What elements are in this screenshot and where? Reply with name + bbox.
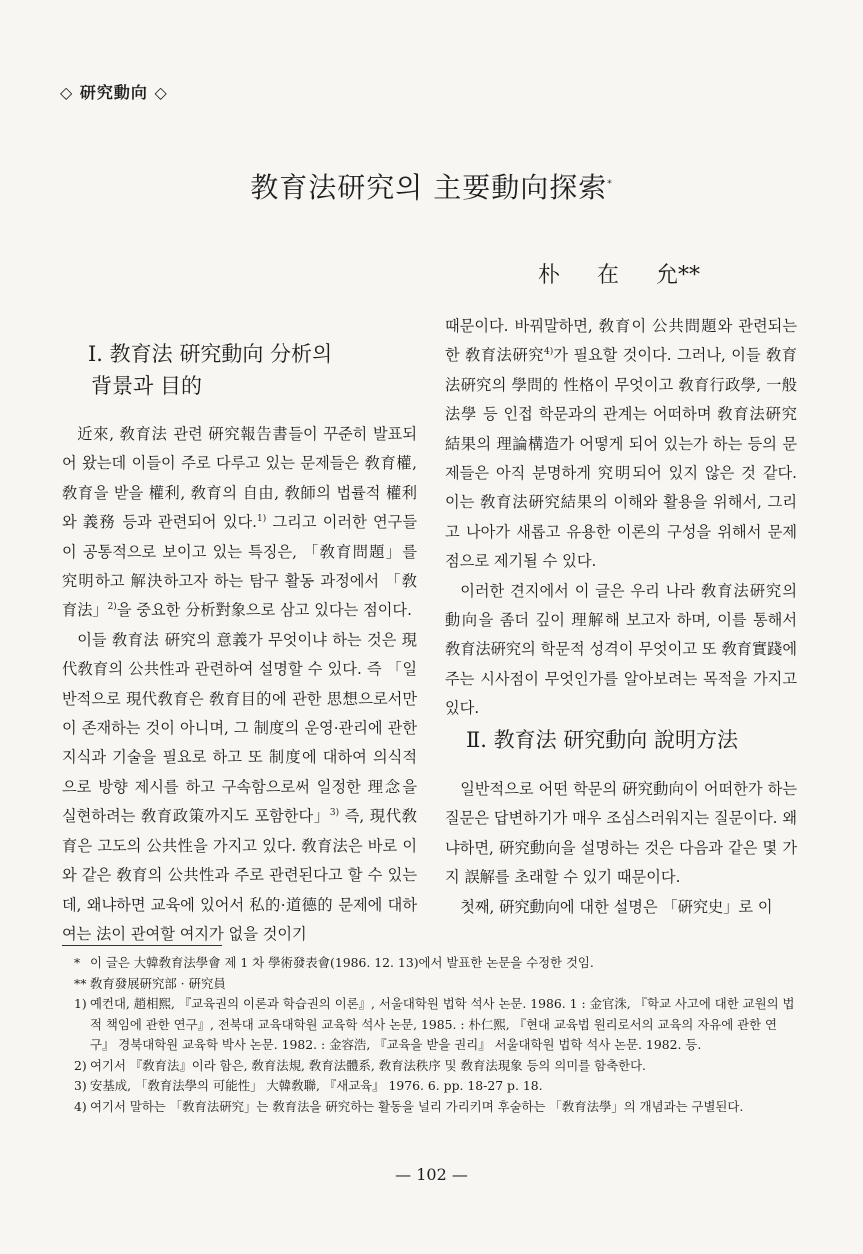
title-footnote-mark: * — [607, 179, 613, 190]
author-name: 朴 在 允** — [538, 263, 700, 288]
footnote-item: 1) 예컨대, 趙相熙, 『교육권의 이론과 학습권의 이론』, 서울대학원 법학 석사 논문. 1986. 1 : 金官洙, 『학교 사고에 대한 교원의 법적 책임에 관한 연구』, 전북대 교육대학원 교육학 석사 논문, 1985. : 朴仁熙, 『현대 교육법 원리로서의 교육의 자유에 관한 연구』 경북대학원 교육학 박사 논문. 1982. : 金容浩, 『교육을 받을 권리』 서울대학원 법학 석사 논문. 1982. 등. — [74, 996, 795, 1052]
footnote-item: 4) 여기서 말하는 「敎育法硏究」는 敎育法을 硏究하는 활동을 널리 가리키며 후술하는 「敎育法學」의 개념과는 구별된다. — [74, 1098, 744, 1114]
article-title — [0, 166, 863, 206]
footnote-ref-2: 2) — [107, 602, 117, 613]
right-column-section-2 — [445, 775, 797, 922]
footnote-item: * 이 글은 大韓敎育法學會 제 1 차 學術發表會(1986. 12. 13)에서 발표한 논문을 수정한 것임. — [74, 955, 594, 970]
footnotes — [74, 953, 800, 1117]
section-heading-1 — [88, 338, 332, 402]
right-paragraph-1: 때문이다. 바꿔말하면, 敎育이 公共問題와 관련되는 한 敎育法硏究$^{4)}$가 필요할 것이다. 그러나, 이들 敎育法硏究의 學問的 性格이 무엇이고 敎育行政學, 一般法學 등 인접 학문과의 관계는 어떠하며 敎育法硏究結果의 理論構造가 어떻게 되어 있는가 하는 등의 문제들은 아직 분명하게 究明되어 있지 않은 것 같다. 이는 敎育法硏究結果의 이해와 활용을 위해서, 그리고 나아가 새롭고 유용한 이론의 구성을 위해서 문제점으로 제기될 수 있다. — [445, 317, 797, 571]
section-1-title-line2: 背景과 目的 — [91, 374, 202, 398]
section-tag-label: 研究動向 — [79, 83, 148, 102]
footnote-ref-1: 1) — [257, 514, 267, 525]
left-paragraph-2: 이들 敎育法 硏究의 意義가 무엇이냐 하는 것은 現代敎育의 公共性과 관련하여 설명할 수 있다. 즉 「일반적으로 現代敎育은 敎育目的에 관한 思想으로서만이 존재하는 것이 아니며, 그 制度의 운영·관리에 관한 지식과 기술을 필요로 하고 또 制度에 대하여 의식적으로 방향 제시를 하고 구속함으로써 일정한 理念을 실현하려는 敎育政策까지도 포함한다」$^{3)}$ 즉, 現代敎育은 고도의 公共性을 가지고 있다. 敎育法은 바로 이와 같은 敎育의 公共性과 주로 관련된다고 할 수 있는데, 왜냐하면 교육에 있어서 私的·道德的 문제에 대하여는 法이 관여할 여지가 없을 것이기 — [62, 630, 417, 943]
left-paragraph-1: 近來, 敎育法 관련 硏究報告書들이 꾸준히 발표되어 왔는데 이들이 주로 다루고 있는 문제들은 敎育權, 敎育을 받을 權利, 敎育의 自由, 敎師의 법률적 權利와 義務 등과 관련되어 있다.$^{1)}$ 그리고 이러한 연구들이 공통적으로 보이고 있는 특징은, 「敎育問題」를 究明하고 解決하고자 하는 탐구 활동 과정에서 「敎育法」$^{2)}$을 중요한 分析對象으로 삼고 있다는 점이다. — [62, 425, 417, 620]
right-column — [445, 312, 797, 724]
footnote-ref-3: 3) — [329, 808, 340, 819]
section-1-title-line1: 教育法 硏究動向 分析의 — [109, 342, 333, 366]
right-paragraph-3: 일반적으로 어떤 학문의 硏究動向이 어떠한가 하는 질문은 답변하기가 매우 조심스러워지는 질문이다. 왜냐하면, 硏究動向을 설명하는 것은 다음과 같은 몇 가지 誤解를 초래할 수 있기 때문이다. — [445, 780, 797, 887]
right-paragraph-2: 이러한 견지에서 이 글은 우리 나라 敎育法硏究의 動向을 좀더 깊이 理解해 보고자 하며, 이를 통해서 敎育法硏究의 학문적 성격이 무엇이고 또 敎育實踐에 주는 시사점이 무엇인가를 알아보려는 목적을 가지고 있다. — [445, 581, 797, 718]
footnote-ref-4: 4) — [543, 347, 554, 358]
left-column — [62, 420, 417, 949]
right-paragraph-4: 첫째, 硏究動向에 대한 설명은 「硏究史」로 이 — [460, 897, 773, 916]
footnote-item: ** 敎育發展硏究部 · 硏究員 — [74, 975, 226, 991]
diamond-right-icon: ◇ — [154, 83, 168, 102]
section-heading-2: Ⅱ. 教育法 研究動向 說明方法 — [466, 728, 738, 752]
footnote-item: 3) 安基成, 「敎育法學의 可能性」 大韓敎聯, 『새교육』 1976. 6. pp. 18-27 p. 18. — [74, 1078, 543, 1093]
section-tag — [60, 80, 168, 103]
page-number: — 102 — — [395, 1165, 468, 1184]
footnote-divider — [62, 945, 222, 946]
section-1-number: Ⅰ. — [88, 342, 103, 366]
diamond-left-icon: ◇ — [60, 83, 74, 102]
footnote-item: 2) 여기서 『敎育法』이라 함은, 敎育法規, 敎育法體系, 敎育法秩序 및 敎育法現象 등의 의미를 함축한다. — [74, 1057, 646, 1073]
article-title-text: 教育法研究의 主要動向探索 — [250, 171, 608, 204]
